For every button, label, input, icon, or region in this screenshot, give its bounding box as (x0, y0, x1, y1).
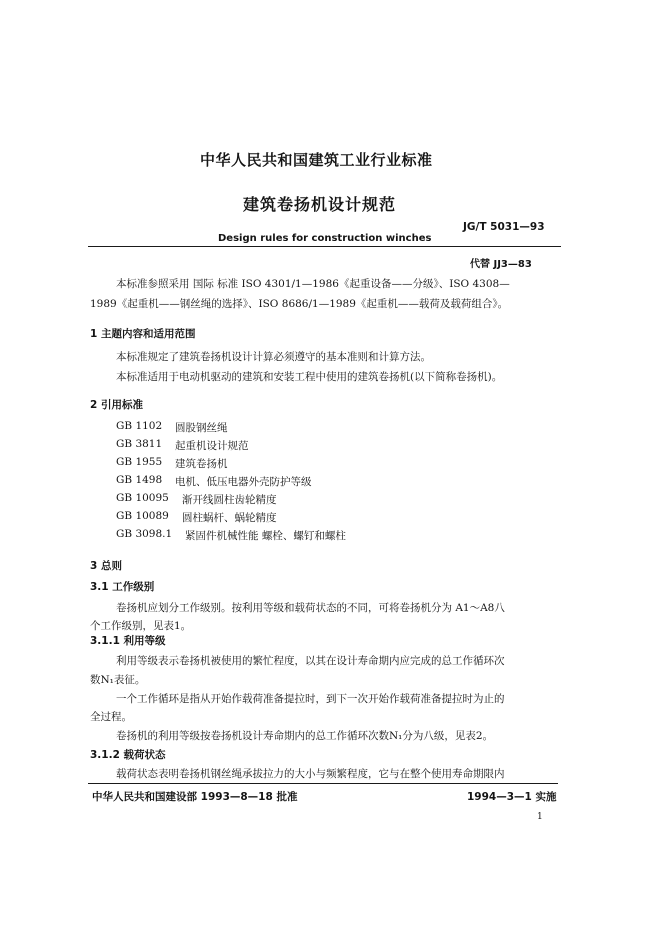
section-3-1-1-heading: 3.1.1 利用等级 (90, 635, 166, 647)
section-3-1-2-paragraph: 载荷状态表明卷扬机钢丝绳承拔拉力的大小与频繁程度，它与在整个使用寿命期限内 (116, 768, 505, 780)
reference-code: GB 1498 (116, 474, 163, 486)
section-3-1-1-paragraph-1-line-1: 利用等级表示卷扬机被使用的繁忙程度，以其在设计寿命期内应完成的总工作循环次 (116, 655, 505, 667)
reference-code: GB 1102 (116, 420, 163, 432)
section-3-1-heading: 3.1 工作级别 (90, 581, 155, 593)
reference-code: GB 1955 (116, 456, 163, 468)
english-title: Design rules for construction winches (218, 233, 432, 244)
footer-rule (88, 783, 558, 784)
section-2-heading: 2 引用标准 (90, 399, 143, 411)
section-3-1-paragraph-line-1: 卷扬机应划分工作级别。按利用等级和载荷状态的不同，可将卷扬机分为 A1～A8八 (116, 602, 505, 614)
reference-code: GB 3098.1 (116, 528, 173, 540)
reference-code: GB 3811 (116, 438, 163, 450)
section-1-paragraph-2: 本标准适用于电动机驱动的建筑和安装工程中使用的建筑卷扬机(以下简称卷扬机)。 (116, 371, 503, 383)
header-rule (88, 246, 561, 247)
standard-code: JG/T 5031—93 (463, 221, 545, 233)
section-3-1-2-heading: 3.1.2 载荷状态 (90, 749, 166, 761)
reference-title: 圆股钢丝绳 (175, 422, 228, 434)
org-title: 中华人民共和国建筑工业行业标准 (200, 151, 433, 169)
section-3-1-1-paragraph-2-line-2: 全过程。 (90, 711, 132, 723)
approval-line: 中华人民共和国建设部 1993—8—18 批准 (92, 791, 298, 803)
replaces-note: 代替 JJ3—83 (470, 259, 532, 270)
effective-date-line: 1994—3—1 实施 (467, 791, 557, 803)
section-1-heading: 1 主题内容和适用范围 (90, 328, 196, 340)
reference-title: 圆柱蜗杆、蜗轮精度 (182, 512, 277, 524)
page-number: 1 (537, 812, 543, 822)
reference-title: 电机、低压电器外壳防护等级 (175, 476, 312, 488)
section-3-1-1-paragraph-3: 卷扬机的利用等级按卷扬机设计寿命期内的总工作循环次数N₁分为八级，见表2。 (116, 730, 494, 742)
doc-title: 建筑卷扬机设计规范 (243, 195, 397, 214)
section-3-1-paragraph-line-2: 个工作级别，见表1。 (90, 620, 192, 632)
reference-code: GB 10095 (116, 492, 169, 504)
reference-title: 建筑卷扬机 (175, 458, 228, 470)
reference-title: 紧固件机械性能 螺栓、螺钉和螺柱 (185, 530, 346, 542)
section-3-1-1-paragraph-2-line-1: 一个工作循环是指从开始作载荷准备提拉时，到下一次开始作载荷准备提拉时为止的 (116, 693, 505, 705)
reference-title: 渐开线圆柱齿轮精度 (182, 494, 277, 506)
section-1-paragraph-1: 本标准规定了建筑卷扬机设计计算必须遵守的基本准则和计算方法。 (116, 351, 431, 363)
section-3-heading: 3 总则 (90, 560, 122, 572)
reference-code: GB 10089 (116, 510, 169, 522)
section-3-1-1-paragraph-1-line-2: 数N₁表征。 (90, 674, 146, 686)
reference-title: 起重机设计规范 (175, 440, 249, 452)
intro-line-2: 1989《起重机——钢丝绳的选择》、ISO 8686/1—1989《起重机——载荷及载荷组合》。 (90, 298, 509, 310)
intro-line-1: 本标准参照采用 国际 标准 ISO 4301/1—1986《起重设备——分级》、ISO 4308— (116, 278, 510, 290)
